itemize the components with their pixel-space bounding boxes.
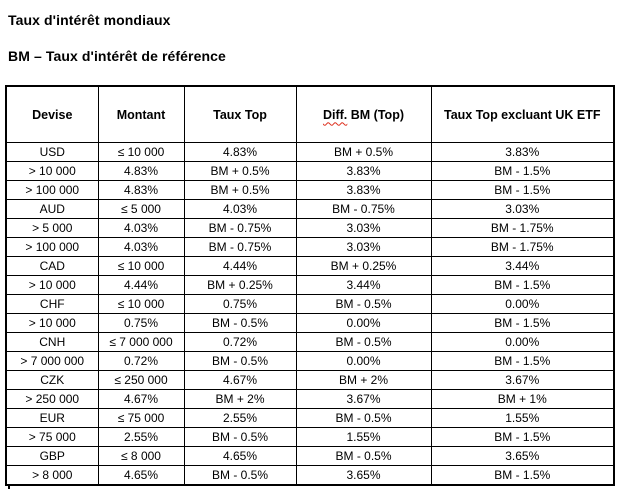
table-cell: BM - 0.5%	[296, 447, 431, 466]
table-row	[6, 143, 614, 162]
table-cell: 3.83%	[296, 181, 431, 200]
table-cell: BM - 0.5%	[296, 333, 431, 352]
page-title: Taux d'intérêt mondiaux	[8, 12, 171, 28]
table-cell: 3.83%	[296, 162, 431, 181]
table-cell: BM - 0.75%	[296, 200, 431, 219]
table-cell: BM - 1.5%	[431, 352, 614, 371]
table-cell: 3.65%	[296, 466, 431, 486]
table-cell: 4.67%	[98, 390, 184, 409]
column-header-diff-bm-top	[296, 86, 431, 143]
table-cell: 4.83%	[184, 143, 296, 162]
table-cell: CAD	[6, 257, 98, 276]
table-cell: ≤ 10 000	[98, 143, 184, 162]
table-body	[6, 143, 614, 486]
table-row	[6, 257, 614, 276]
table-cell: USD	[6, 143, 98, 162]
table-cell: 4.03%	[98, 219, 184, 238]
table-cell: AUD	[6, 200, 98, 219]
table-cell: 1.55%	[431, 409, 614, 428]
table-cell: CZK	[6, 371, 98, 390]
table-row	[6, 238, 614, 257]
table-cell: 3.65%	[431, 447, 614, 466]
table-cell: > 7 000 000	[6, 352, 98, 371]
table-cell: ≤ 250 000	[98, 371, 184, 390]
table-row	[6, 390, 614, 409]
table-row	[6, 276, 614, 295]
column-header-devise: Devise	[6, 86, 98, 143]
table-cell: 0.00%	[431, 333, 614, 352]
table-cell: 2.55%	[98, 428, 184, 447]
table-cell: ≤ 8 000	[98, 447, 184, 466]
table-cell: GBP	[6, 447, 98, 466]
table-cell: 3.03%	[431, 200, 614, 219]
table-cell: 4.83%	[98, 181, 184, 200]
table-cell: EUR	[6, 409, 98, 428]
table-cell: 2.55%	[184, 409, 296, 428]
table-cell: > 100 000	[6, 238, 98, 257]
table-cell: 3.67%	[296, 390, 431, 409]
table-cell: BM - 0.5%	[184, 352, 296, 371]
table-cell: 0.72%	[98, 352, 184, 371]
table-cell: 3.03%	[296, 219, 431, 238]
table-cell: 0.72%	[184, 333, 296, 352]
table-row	[6, 409, 614, 428]
table-cell: 0.00%	[296, 314, 431, 333]
table-cell: 3.83%	[431, 143, 614, 162]
table-cell: BM - 0.5%	[184, 466, 296, 486]
table-row	[6, 447, 614, 466]
table-cell: 0.75%	[98, 314, 184, 333]
table-cell: BM + 0.25%	[184, 276, 296, 295]
table-cell: BM + 2%	[296, 371, 431, 390]
table-cell: BM - 1.75%	[431, 238, 614, 257]
table-row	[6, 181, 614, 200]
table-row	[6, 371, 614, 390]
table-cell: BM + 0.5%	[296, 143, 431, 162]
table-cell: BM - 0.5%	[184, 428, 296, 447]
table-cell: 3.44%	[431, 257, 614, 276]
table-row	[6, 333, 614, 352]
table-row	[6, 352, 614, 371]
column-header-taux-top: Taux Top	[184, 86, 296, 143]
rates-table	[5, 85, 615, 486]
table-cell: 1.55%	[296, 428, 431, 447]
table-row	[6, 162, 614, 181]
table-row	[6, 219, 614, 238]
table-cell: 3.03%	[296, 238, 431, 257]
column-header-diff-bm-top-rest: BM (Top)	[347, 107, 404, 122]
table-cell: 4.03%	[184, 200, 296, 219]
table-cell: CHF	[6, 295, 98, 314]
table-cell: BM + 0.5%	[184, 162, 296, 181]
table-cell: > 8 000	[6, 466, 98, 486]
table-row	[6, 466, 614, 486]
section-title: BM – Taux d'intérêt de référence	[8, 48, 226, 64]
table-cell: 4.65%	[184, 447, 296, 466]
cropped-content-tick	[8, 485, 10, 489]
table-cell: BM - 1.5%	[431, 428, 614, 447]
table-cell: 0.00%	[296, 352, 431, 371]
table-cell: BM + 0.5%	[184, 181, 296, 200]
table-header-row	[6, 86, 614, 143]
table-cell: > 10 000	[6, 314, 98, 333]
table-cell: BM - 1.5%	[431, 314, 614, 333]
table-cell: BM - 0.5%	[184, 314, 296, 333]
table-cell: BM - 0.5%	[296, 295, 431, 314]
table-cell: 4.44%	[184, 257, 296, 276]
table-cell: ≤ 75 000	[98, 409, 184, 428]
table-cell: 4.03%	[98, 238, 184, 257]
table-cell: 4.83%	[98, 162, 184, 181]
table-cell: BM - 0.5%	[296, 409, 431, 428]
table-cell: BM - 1.75%	[431, 219, 614, 238]
table-cell: > 100 000	[6, 181, 98, 200]
table-cell: ≤ 10 000	[98, 295, 184, 314]
table-cell: 0.75%	[184, 295, 296, 314]
table-cell: > 10 000	[6, 276, 98, 295]
column-header-taux-top-excluant-uk-etf: Taux Top excluant UK ETF	[431, 86, 614, 143]
table-cell: > 5 000	[6, 219, 98, 238]
table-cell: 4.65%	[98, 466, 184, 486]
table-cell: 4.44%	[98, 276, 184, 295]
table-cell: > 250 000	[6, 390, 98, 409]
misspelled-word: Diff.	[322, 107, 348, 122]
table-cell: 0.00%	[431, 295, 614, 314]
table-cell: BM - 1.5%	[431, 162, 614, 181]
table-cell: BM + 0.25%	[296, 257, 431, 276]
table-cell: BM - 0.75%	[184, 238, 296, 257]
table-cell: BM + 1%	[431, 390, 614, 409]
table-cell: ≤ 7 000 000	[98, 333, 184, 352]
table-row	[6, 314, 614, 333]
column-header-montant: Montant	[98, 86, 184, 143]
table-cell: BM + 2%	[184, 390, 296, 409]
table-cell: ≤ 5 000	[98, 200, 184, 219]
table-cell: > 10 000	[6, 162, 98, 181]
table-cell: BM - 1.5%	[431, 466, 614, 486]
table-cell: 3.44%	[296, 276, 431, 295]
table-row	[6, 295, 614, 314]
table-cell: 4.67%	[184, 371, 296, 390]
table-row	[6, 428, 614, 447]
table-cell: BM - 0.75%	[184, 219, 296, 238]
table-cell: BM - 1.5%	[431, 181, 614, 200]
table-cell: > 75 000	[6, 428, 98, 447]
table-cell: 3.67%	[431, 371, 614, 390]
table-cell: ≤ 10 000	[98, 257, 184, 276]
table-cell: CNH	[6, 333, 98, 352]
table-cell: BM - 1.5%	[431, 276, 614, 295]
table-row	[6, 200, 614, 219]
